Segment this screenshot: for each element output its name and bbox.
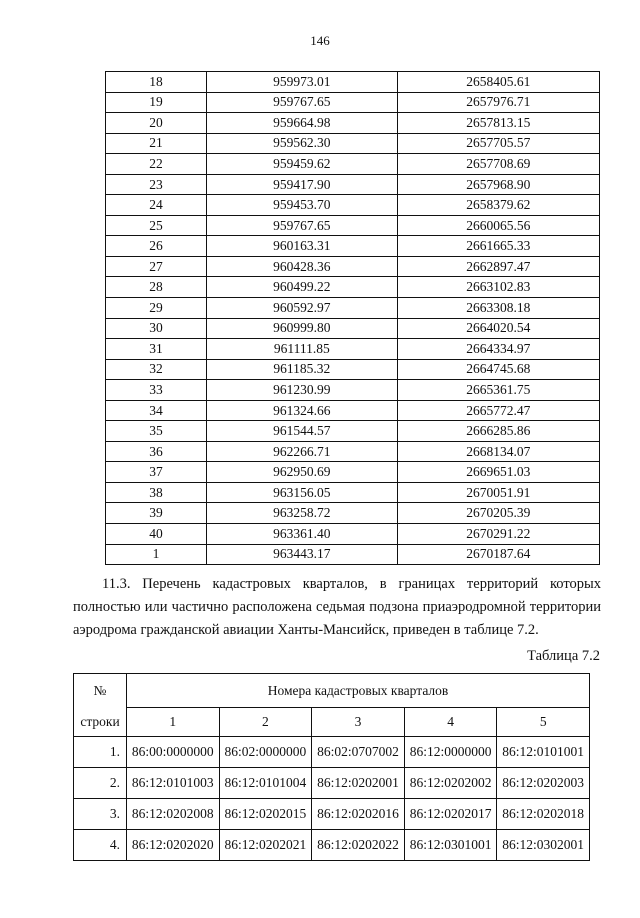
- point-number-cell: 1: [106, 544, 207, 565]
- x-coordinate-cell: 963258.72: [207, 503, 398, 524]
- x-coordinate-cell: 961324.66: [207, 400, 398, 421]
- y-coordinate-cell: 2657813.15: [397, 113, 599, 134]
- x-coordinate-cell: 963156.05: [207, 482, 398, 503]
- point-number-cell: 18: [106, 72, 207, 93]
- table-row: [106, 72, 600, 93]
- x-coordinate-cell: 962266.71: [207, 441, 398, 462]
- point-number-cell: 39: [106, 503, 207, 524]
- y-coordinate-cell: 2670291.22: [397, 524, 599, 545]
- column-number-cell: 3: [312, 708, 405, 737]
- y-coordinate-cell: 2664334.97: [397, 339, 599, 360]
- point-number-cell: 22: [106, 154, 207, 175]
- x-coordinate-cell: 960163.31: [207, 236, 398, 257]
- y-coordinate-cell: 2670051.91: [397, 482, 599, 503]
- cadastral-number-cell: 86:12:0202018: [497, 799, 590, 830]
- table-row: [106, 380, 600, 401]
- y-coordinate-cell: 2663102.83: [397, 277, 599, 298]
- x-coordinate-cell: 960592.97: [207, 298, 398, 319]
- cadastral-number-cell: 86:12:0302001: [497, 830, 590, 861]
- point-number-cell: 21: [106, 133, 207, 154]
- point-number-cell: 32: [106, 359, 207, 380]
- table-column-numbers-row: [74, 708, 590, 737]
- table-row: [106, 441, 600, 462]
- row-number-cell: 2.: [74, 768, 127, 799]
- cadastral-number-cell: 86:12:0202021: [219, 830, 312, 861]
- y-coordinate-cell: 2657708.69: [397, 154, 599, 175]
- point-number-cell: 30: [106, 318, 207, 339]
- cadastral-number-cell: 86:12:0000000: [404, 737, 497, 768]
- table-row: [106, 236, 600, 257]
- point-number-cell: 34: [106, 400, 207, 421]
- column-number-cell: 2: [219, 708, 312, 737]
- table-row: [106, 400, 600, 421]
- table-row: [74, 737, 590, 768]
- table-row: [106, 154, 600, 175]
- y-coordinate-cell: 2662897.47: [397, 256, 599, 277]
- column-number-cell: 4: [404, 708, 497, 737]
- point-number-cell: 23: [106, 174, 207, 195]
- x-coordinate-cell: 962950.69: [207, 462, 398, 483]
- column-number-cell: 5: [497, 708, 590, 737]
- x-coordinate-cell: 959417.90: [207, 174, 398, 195]
- x-coordinate-cell: 960999.80: [207, 318, 398, 339]
- point-number-cell: 20: [106, 113, 207, 134]
- table-row: [106, 256, 600, 277]
- row-number-cell: 1.: [74, 737, 127, 768]
- table-row: [106, 113, 600, 134]
- point-number-cell: 40: [106, 524, 207, 545]
- point-number-cell: 35: [106, 421, 207, 442]
- point-number-cell: 26: [106, 236, 207, 257]
- paragraph-11-3: 11.3. Перечень кадастровых кварталов, в границах территорий которых полностью или частично расположена седьмая подзона приаэродромной территории аэродрома гражданской авиации Ханты-Мансийск, приведен в таблице 7.2.: [73, 576, 601, 638]
- cadastral-number-cell: 86:02:0707002: [312, 737, 405, 768]
- table-row: [106, 503, 600, 524]
- row-number-cell: 4.: [74, 830, 127, 861]
- point-number-cell: 28: [106, 277, 207, 298]
- cadastral-number-cell: 86:12:0202016: [312, 799, 405, 830]
- table-row: [106, 318, 600, 339]
- cadastral-number-cell: 86:12:0202001: [312, 768, 405, 799]
- x-coordinate-cell: 959767.65: [207, 92, 398, 113]
- y-coordinate-cell: 2661665.33: [397, 236, 599, 257]
- cadastral-quarters-table: [73, 673, 590, 861]
- y-coordinate-cell: 2670205.39: [397, 503, 599, 524]
- x-coordinate-cell: 959453.70: [207, 195, 398, 216]
- table-row: [106, 215, 600, 236]
- table-row: [106, 339, 600, 360]
- page-number: 146: [310, 33, 330, 48]
- cadastral-number-cell: 86:00:0000000: [127, 737, 220, 768]
- point-number-cell: 19: [106, 92, 207, 113]
- x-coordinate-cell: 959973.01: [207, 72, 398, 93]
- point-number-cell: 24: [106, 195, 207, 216]
- x-coordinate-cell: 959664.98: [207, 113, 398, 134]
- y-coordinate-cell: 2658379.62: [397, 195, 599, 216]
- y-coordinate-cell: 2663308.18: [397, 298, 599, 319]
- y-coordinate-cell: 2669651.03: [397, 462, 599, 483]
- table-row: [106, 462, 600, 483]
- table-row: [74, 799, 590, 830]
- point-number-cell: 38: [106, 482, 207, 503]
- x-coordinate-cell: 963443.17: [207, 544, 398, 565]
- cadastral-number-cell: 86:12:0202017: [404, 799, 497, 830]
- row-number-cell: 3.: [74, 799, 127, 830]
- cadastral-quarters-body: [74, 737, 590, 861]
- x-coordinate-cell: 963361.40: [207, 524, 398, 545]
- cadastral-number-cell: 86:12:0202020: [127, 830, 220, 861]
- table-row: [106, 277, 600, 298]
- table-row: [106, 133, 600, 154]
- table-row: [106, 482, 600, 503]
- x-coordinate-cell: 961544.57: [207, 421, 398, 442]
- x-coordinate-cell: 960499.22: [207, 277, 398, 298]
- table-row: [106, 174, 600, 195]
- x-coordinate-cell: 959459.62: [207, 154, 398, 175]
- y-coordinate-cell: 2664020.54: [397, 318, 599, 339]
- y-coordinate-cell: 2670187.64: [397, 544, 599, 565]
- table-row: [106, 92, 600, 113]
- table-header-row: [74, 674, 590, 708]
- table-row: [106, 544, 600, 565]
- x-coordinate-cell: 959767.65: [207, 215, 398, 236]
- point-number-cell: 29: [106, 298, 207, 319]
- cadastral-number-cell: 86:12:0301001: [404, 830, 497, 861]
- cadastral-number-cell: 86:12:0101004: [219, 768, 312, 799]
- y-coordinate-cell: 2668134.07: [397, 441, 599, 462]
- cadastral-number-cell: 86:12:0202008: [127, 799, 220, 830]
- point-number-cell: 27: [106, 256, 207, 277]
- table-row: [74, 768, 590, 799]
- x-coordinate-cell: 959562.30: [207, 133, 398, 154]
- x-coordinate-cell: 961111.85: [207, 339, 398, 360]
- x-coordinate-cell: 960428.36: [207, 256, 398, 277]
- y-coordinate-cell: 2665772.47: [397, 400, 599, 421]
- column-number-cell: 1: [127, 708, 220, 737]
- point-number-cell: 36: [106, 441, 207, 462]
- y-coordinate-cell: 2657968.90: [397, 174, 599, 195]
- y-coordinate-cell: 2664745.68: [397, 359, 599, 380]
- cadastral-number-cell: 86:12:0202015: [219, 799, 312, 830]
- y-coordinate-cell: 2657705.57: [397, 133, 599, 154]
- point-number-cell: 25: [106, 215, 207, 236]
- table-row: [106, 359, 600, 380]
- y-coordinate-cell: 2665361.75: [397, 380, 599, 401]
- header-group-cell: Номера кадастровых кварталов: [127, 674, 590, 708]
- table-row: [106, 298, 600, 319]
- cadastral-number-cell: 86:12:0101001: [497, 737, 590, 768]
- header-row-label-cell: строки: [74, 708, 127, 737]
- point-number-cell: 33: [106, 380, 207, 401]
- cadastral-number-cell: 86:12:0202003: [497, 768, 590, 799]
- point-number-cell: 37: [106, 462, 207, 483]
- table-row: [106, 421, 600, 442]
- y-coordinate-cell: 2657976.71: [397, 92, 599, 113]
- y-coordinate-cell: 2660065.56: [397, 215, 599, 236]
- cadastral-number-cell: 86:12:0202022: [312, 830, 405, 861]
- header-no-cell: №: [74, 674, 127, 708]
- x-coordinate-cell: 961230.99: [207, 380, 398, 401]
- y-coordinate-cell: 2658405.61: [397, 72, 599, 93]
- table-row: [74, 830, 590, 861]
- table-caption: Таблица 7.2: [527, 648, 600, 664]
- coordinates-table-body: [106, 72, 600, 565]
- cadastral-number-cell: 86:12:0101003: [127, 768, 220, 799]
- cadastral-number-cell: 86:12:0202002: [404, 768, 497, 799]
- table-row: [106, 195, 600, 216]
- coordinates-table: [105, 71, 600, 565]
- table-row: [106, 524, 600, 545]
- x-coordinate-cell: 961185.32: [207, 359, 398, 380]
- cadastral-number-cell: 86:02:0000000: [219, 737, 312, 768]
- point-number-cell: 31: [106, 339, 207, 360]
- y-coordinate-cell: 2666285.86: [397, 421, 599, 442]
